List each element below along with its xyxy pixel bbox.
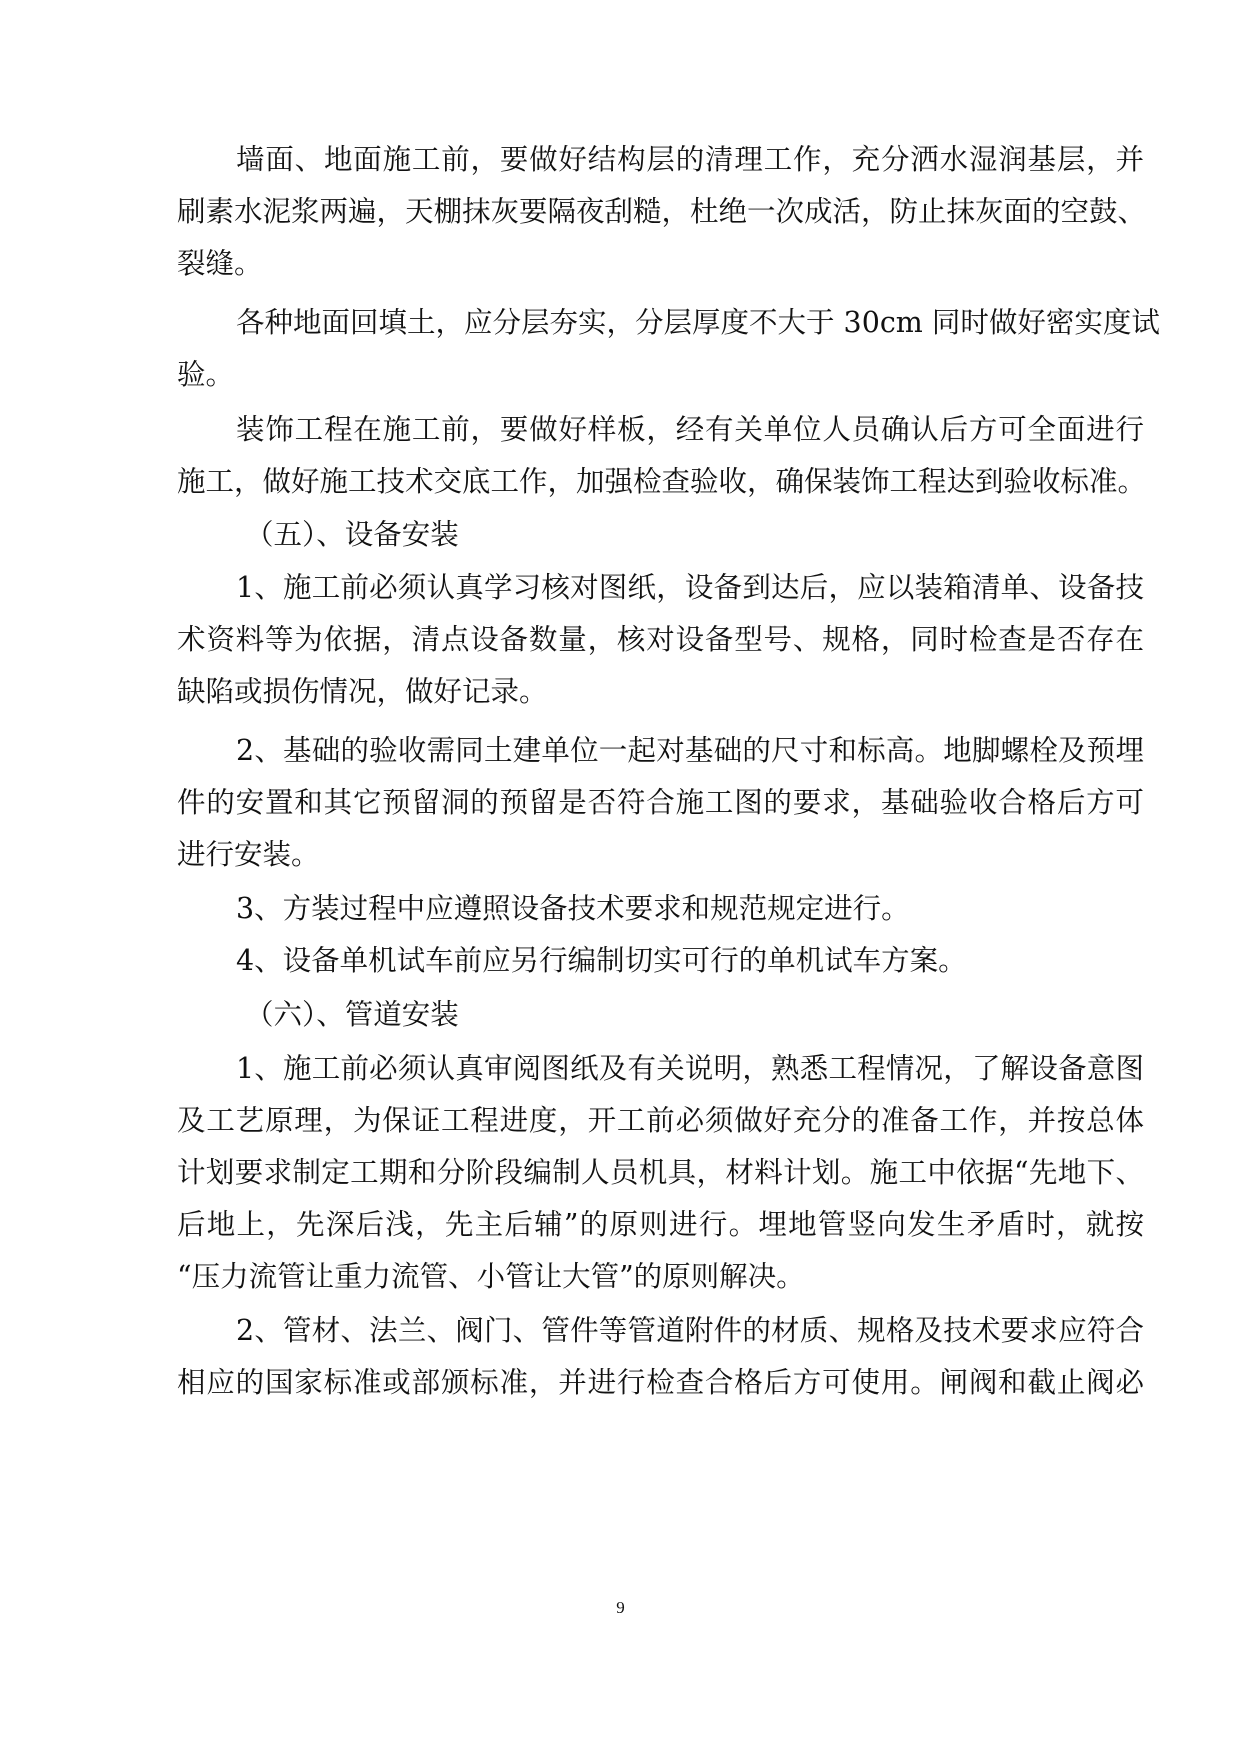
paragraph-line: 装饰工程在施工前，要做好样板，经有关单位人员确认后方可全面进行 xyxy=(236,413,1144,446)
paragraph-line: 刷素水泥浆两遍，天棚抹灰要隔夜刮糙，杜绝一次成活，防止抹灰面的空鼓、 xyxy=(177,195,1147,228)
paragraph-line: 验。 xyxy=(177,358,235,391)
section-heading: （六）、管道安装 xyxy=(245,998,459,1031)
paragraph-line: 2、管材、法兰、阀门、管件等管道附件的材质、规格及技术要求应符合 xyxy=(236,1314,1144,1347)
paragraph-line: 术资料等为依据，清点设备数量，核对设备型号、规格，同时检查是否存在 xyxy=(177,623,1144,656)
section-heading: （五）、设备安装 xyxy=(245,518,459,551)
paragraph-line: 进行安装。 xyxy=(177,838,320,871)
page-number: 9 xyxy=(616,1598,625,1617)
paragraph-line: 墙面、地面施工前，要做好结构层的清理工作，充分洒水湿润基层，并 xyxy=(236,143,1144,176)
paragraph-line: 裂缝。 xyxy=(177,247,263,280)
paragraph-line: 1、施工前必须认真审阅图纸及有关说明，熟悉工程情况，了解设备意图 xyxy=(236,1052,1144,1085)
paragraph-line: 相应的国家标准或部颁标准，并进行检查合格后方可使用。闸阀和截止阀必 xyxy=(177,1366,1144,1399)
paragraph-line: 缺陷或损伤情况，做好记录。 xyxy=(177,675,548,708)
paragraph-line: 各种地面回填土，应分层夯实，分层厚度不大于 30cm 同时做好密实度试 xyxy=(236,306,1160,339)
paragraph-line: 4、设备单机试车前应另行编制切实可行的单机试车方案。 xyxy=(236,944,967,977)
paragraph-line: 及工艺原理，为保证工程进度，开工前必须做好充分的准备工作，并按总体 xyxy=(177,1104,1144,1137)
paragraph-line: “压力流管让重力流管、小管让大管”的原则解决。 xyxy=(177,1260,805,1293)
paragraph-line: 3、方装过程中应遵照设备技术要求和规范规定进行。 xyxy=(236,892,910,925)
paragraph-line: 件的安置和其它预留洞的预留是否符合施工图的要求，基础验收合格后方可 xyxy=(177,786,1144,819)
paragraph-line: 2、基础的验收需同土建单位一起对基础的尺寸和标高。地脚螺栓及预埋 xyxy=(236,734,1144,767)
paragraph-line: 计划要求制定工期和分阶段编制人员机具，材料计划。施工中依据“先地下、 xyxy=(177,1156,1144,1189)
paragraph-line: 施工，做好施工技术交底工作，加强检查验收，确保装饰工程达到验收标准。 xyxy=(177,465,1147,498)
paragraph-line: 后地上，先深后浅，先主后辅”的原则进行。埋地管竖向发生矛盾时，就按 xyxy=(177,1208,1144,1241)
paragraph-line: 1、施工前必须认真学习核对图纸，设备到达后，应以装箱清单、设备技 xyxy=(236,571,1144,604)
